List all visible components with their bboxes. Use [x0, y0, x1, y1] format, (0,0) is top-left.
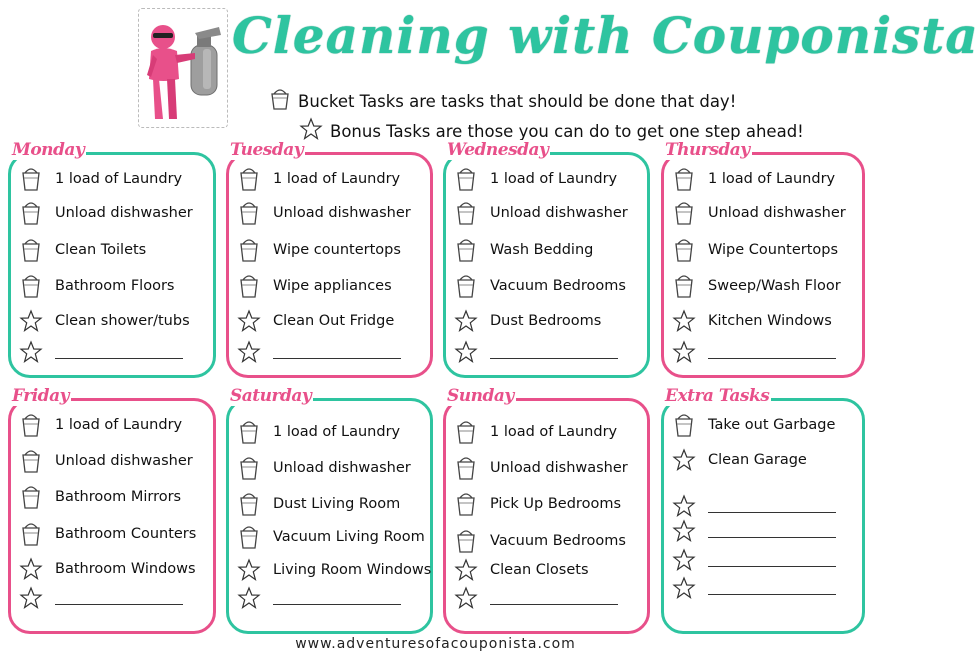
task-row [237, 274, 392, 298]
task-text: Vacuum Bedrooms [490, 533, 626, 549]
blank-task-line[interactable] [55, 346, 183, 359]
bucket-icon[interactable] [19, 485, 43, 509]
day-label-wednesday: Wednesday [447, 140, 549, 160]
bucket-icon[interactable] [454, 274, 478, 298]
day-card-thursday [661, 152, 865, 378]
task-text: Living Room Windows [273, 562, 432, 578]
task-text: 1 load of Laundry [55, 171, 183, 187]
task-row [237, 167, 400, 191]
task-text: 1 load of Laundry [273, 424, 401, 440]
task-row [19, 522, 196, 546]
star-icon[interactable] [672, 310, 696, 332]
bucket-icon[interactable] [237, 238, 261, 262]
task-text: Unload dishwasher [708, 205, 846, 221]
day-card-monday [8, 152, 216, 378]
star-icon[interactable] [672, 520, 696, 542]
task-row [19, 413, 182, 437]
blank-task-line[interactable] [708, 500, 836, 513]
blank-task-line[interactable] [708, 346, 836, 359]
bucket-icon[interactable] [19, 201, 43, 225]
task-row [454, 456, 628, 480]
task-row [19, 449, 193, 473]
footer-url: www.adventuresofacouponista.com [295, 636, 576, 652]
task-row [19, 167, 182, 191]
task-row [19, 341, 183, 363]
star-icon[interactable] [19, 558, 43, 580]
task-text: Unload dishwasher [490, 460, 628, 476]
day-label-tuesday: Tuesday [230, 140, 304, 160]
task-row [454, 420, 617, 444]
bucket-icon[interactable] [454, 238, 478, 262]
star-icon[interactable] [237, 310, 261, 332]
task-row [672, 167, 835, 191]
day-label-friday: Friday [12, 386, 69, 406]
task-row [237, 587, 401, 609]
bucket-icon[interactable] [237, 456, 261, 480]
task-text: Take out Garbage [708, 417, 836, 433]
star-icon[interactable] [672, 577, 696, 599]
bucket-icon[interactable] [454, 167, 478, 191]
task-row [672, 495, 836, 517]
task-text: Unload dishwasher [273, 205, 411, 221]
blank-task-line[interactable] [708, 525, 836, 538]
blank-task-line[interactable] [490, 592, 618, 605]
bucket-icon[interactable] [672, 201, 696, 225]
day-card-friday [8, 398, 216, 634]
bucket-icon[interactable] [454, 456, 478, 480]
bucket-icon[interactable] [237, 274, 261, 298]
task-text: 1 load of Laundry [490, 171, 618, 187]
task-row [19, 201, 193, 225]
bucket-icon[interactable] [237, 492, 261, 516]
blank-task-line[interactable] [273, 592, 401, 605]
task-row [19, 485, 181, 509]
task-text: Dust Living Room [273, 496, 401, 512]
star-icon[interactable] [672, 449, 696, 471]
task-row [672, 520, 836, 542]
task-row [454, 167, 617, 191]
star-icon[interactable] [454, 341, 478, 363]
task-row [454, 587, 618, 609]
task-row [454, 201, 628, 225]
task-row [454, 341, 618, 363]
task-row [237, 238, 401, 262]
blank-task-line[interactable] [55, 592, 183, 605]
task-row [454, 274, 626, 298]
bucket-icon[interactable] [19, 413, 43, 437]
star-icon[interactable] [454, 587, 478, 609]
page-title: Cleaning with Couponista [232, 6, 979, 65]
star-icon[interactable] [672, 495, 696, 517]
blank-task-line[interactable] [708, 582, 836, 595]
bucket-icon[interactable] [454, 529, 478, 553]
couponista-logo [138, 8, 228, 128]
day-card-extra-tasks [661, 398, 865, 634]
star-icon[interactable] [19, 310, 43, 332]
task-text: Unload dishwasher [273, 460, 411, 476]
task-row [19, 310, 190, 332]
task-text: Clean Garage [708, 452, 807, 468]
day-label-sunday: Sunday [447, 386, 514, 406]
task-row [672, 274, 841, 298]
day-card-saturday [226, 398, 433, 634]
star-icon[interactable] [454, 310, 478, 332]
task-row [19, 238, 146, 262]
day-label-saturday: Saturday [230, 386, 312, 406]
task-row [19, 558, 196, 580]
task-row [237, 525, 425, 549]
task-row [672, 238, 838, 262]
task-row [672, 449, 807, 471]
task-row [237, 456, 411, 480]
day-card-wednesday [443, 152, 650, 378]
task-row [672, 549, 836, 571]
task-row [237, 310, 394, 332]
bucket-icon[interactable] [672, 238, 696, 262]
task-text: Clean shower/tubs [55, 313, 190, 329]
task-text: Unload dishwasher [55, 453, 193, 469]
task-row [672, 413, 835, 437]
bucket-icon[interactable] [454, 420, 478, 444]
bucket-icon[interactable] [19, 238, 43, 262]
task-text: Vacuum Bedrooms [490, 278, 626, 294]
task-row [454, 559, 589, 581]
bucket-icon[interactable] [672, 167, 696, 191]
task-row [237, 492, 400, 516]
task-row [19, 274, 174, 298]
task-text: Vacuum Living Room [273, 529, 425, 545]
task-text: Unload dishwasher [490, 205, 628, 221]
task-text: Wipe Countertops [708, 242, 839, 258]
task-text: Bathroom Counters [55, 526, 197, 542]
bucket-legend [270, 88, 736, 114]
blank-task-line[interactable] [273, 346, 401, 359]
task-text: Bathroom Floors [55, 278, 175, 294]
star-icon[interactable] [19, 341, 43, 363]
bucket-icon[interactable] [19, 274, 43, 298]
task-row [454, 492, 621, 516]
day-label-monday: Monday [12, 140, 85, 160]
task-text: Wipe appliances [273, 278, 392, 294]
star-icon[interactable] [672, 341, 696, 363]
task-text: Wipe countertops [273, 242, 401, 258]
task-text: Bathroom Windows [55, 561, 196, 577]
task-text: Bathroom Mirrors [55, 489, 182, 505]
task-row [237, 420, 400, 444]
star-icon[interactable] [454, 559, 478, 581]
task-row [454, 310, 601, 332]
page-header [0, 0, 979, 145]
bucket-legend-text: Bucket Tasks are tasks that should be done that day! [298, 91, 737, 111]
cleaning-lady-icon [139, 9, 227, 127]
task-text: Clean Out Fridge [273, 313, 395, 329]
bucket-icon[interactable] [237, 525, 261, 549]
task-text: Kitchen Windows [708, 313, 832, 329]
task-text: Clean Closets [490, 562, 589, 578]
task-text: Clean Toilets [55, 242, 147, 258]
star-icon[interactable] [237, 559, 261, 581]
day-card-tuesday [226, 152, 433, 378]
task-row [672, 577, 836, 599]
star-icon[interactable] [672, 549, 696, 571]
bucket-icon[interactable] [237, 167, 261, 191]
task-text: Pick Up Bedrooms [490, 496, 621, 512]
star-icon[interactable] [237, 587, 261, 609]
bucket-icon[interactable] [19, 522, 43, 546]
task-text: 1 load of Laundry [708, 171, 836, 187]
star-icon[interactable] [19, 587, 43, 609]
bucket-icon[interactable] [672, 274, 696, 298]
task-row [672, 201, 846, 225]
task-text: Wash Bedding [490, 242, 594, 258]
bucket-icon [270, 88, 290, 114]
task-text: Sweep/Wash Floor [708, 278, 841, 294]
bucket-icon[interactable] [19, 449, 43, 473]
star-icon[interactable] [237, 341, 261, 363]
task-text: 1 load of Laundry [55, 417, 183, 433]
task-row [672, 310, 832, 332]
blank-task-line[interactable] [708, 554, 836, 567]
blank-task-line[interactable] [490, 346, 618, 359]
task-text: 1 load of Laundry [273, 171, 401, 187]
task-row [19, 587, 183, 609]
task-text: 1 load of Laundry [490, 424, 618, 440]
task-text: Dust Bedrooms [490, 313, 602, 329]
bucket-icon[interactable] [237, 420, 261, 444]
bucket-icon[interactable] [454, 201, 478, 225]
task-row [454, 238, 593, 262]
day-card-sunday [443, 398, 650, 634]
bucket-icon[interactable] [237, 201, 261, 225]
bonus-legend-text: Bonus Tasks are those you can do to get one step ahead! [330, 121, 804, 141]
bucket-icon[interactable] [672, 413, 696, 437]
bucket-icon[interactable] [454, 492, 478, 516]
day-label-thursday: Thursday [665, 140, 750, 160]
day-label-extra-tasks: Extra Tasks [665, 386, 770, 406]
task-row [237, 559, 431, 581]
task-row [454, 529, 626, 553]
task-row [237, 341, 401, 363]
task-row [237, 201, 411, 225]
bucket-icon[interactable] [19, 167, 43, 191]
task-row [672, 341, 836, 363]
task-text: Unload dishwasher [55, 205, 193, 221]
